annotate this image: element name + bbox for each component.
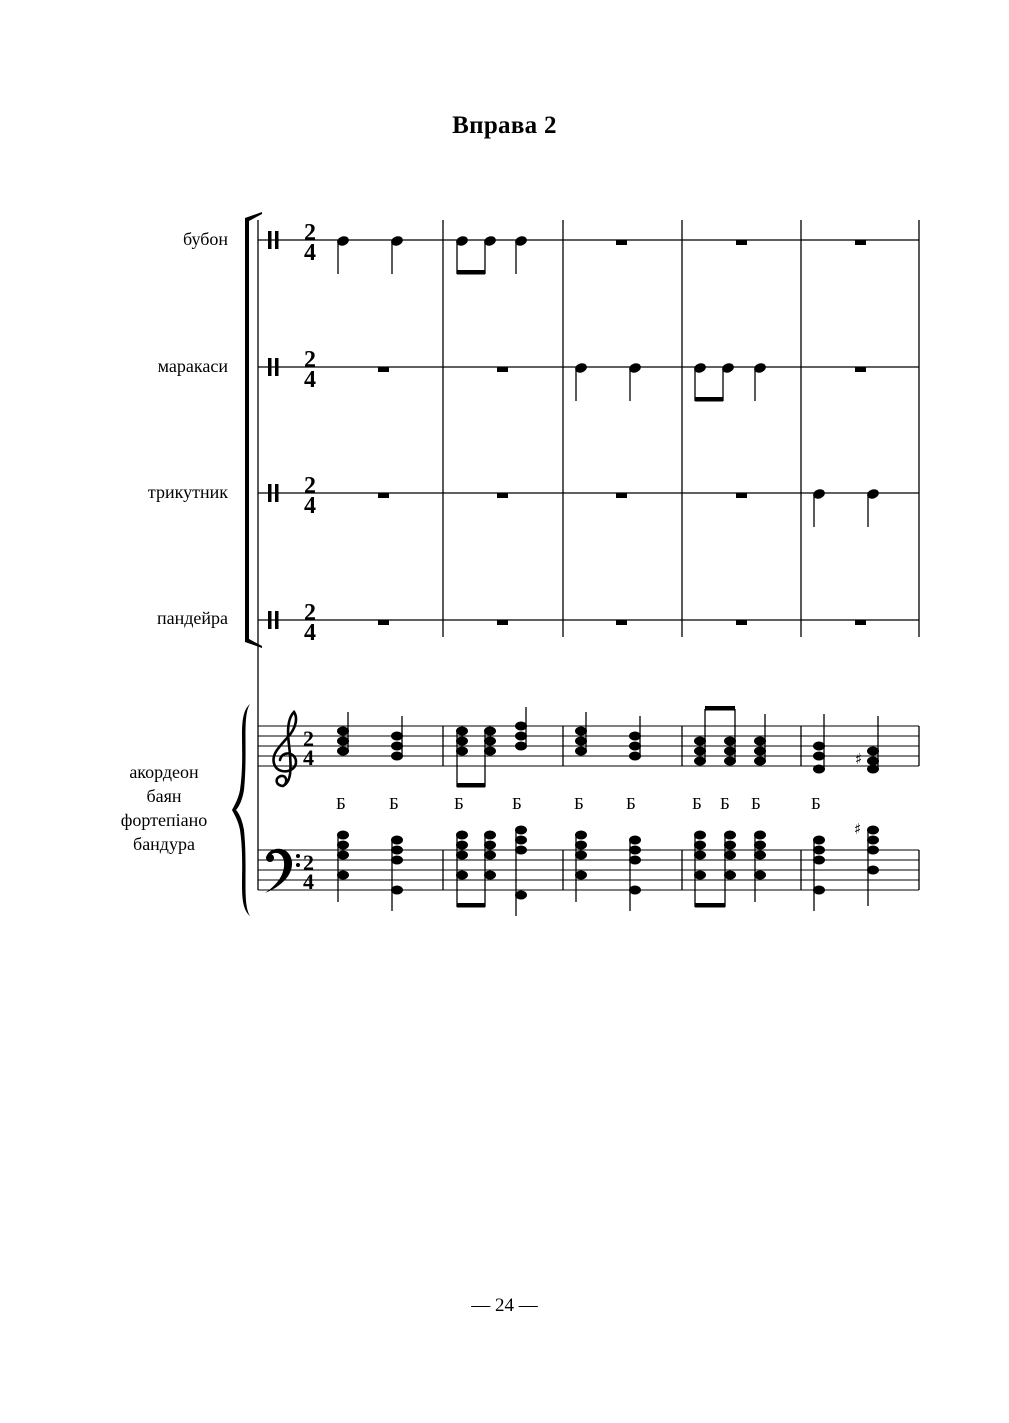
bass-marker: Б	[720, 794, 730, 813]
percussion-notes	[336, 235, 879, 527]
measure-rests	[378, 240, 866, 625]
treble-clef-icon	[273, 712, 296, 786]
time-sig-bottom: 4	[304, 240, 316, 266]
instrument-label-tambourine: бубон	[182, 229, 228, 249]
piano-time-signatures	[303, 726, 314, 894]
bass-chords	[338, 820, 879, 916]
piano-brace	[232, 704, 250, 916]
bass-marker: Б	[751, 794, 761, 813]
sharp-icon: ♯	[854, 820, 862, 838]
time-sig-top: 2	[304, 600, 316, 626]
time-sig-top: 2	[304, 473, 316, 499]
bass-marker: Б	[389, 794, 399, 813]
bass-marker: Б	[512, 794, 522, 813]
page-title: Вправа 2	[452, 112, 557, 139]
time-sig-top: 2	[303, 726, 314, 751]
time-sig-top: 2	[304, 220, 316, 246]
sharp-icon: ♯	[855, 750, 863, 768]
time-sig-bottom: 4	[303, 869, 314, 894]
bass-marker: Б	[574, 794, 584, 813]
instrument-label-bayan: баян	[146, 786, 182, 806]
bass-marker: Б	[336, 794, 346, 813]
bass-marker: Б	[626, 794, 636, 813]
instrument-label-piano: фортепіано	[120, 810, 208, 830]
treble-chords	[338, 706, 879, 788]
percussion-bracket	[245, 212, 262, 648]
time-sig-top: 2	[304, 347, 316, 373]
bass-markers	[336, 794, 821, 813]
time-sig-bottom: 4	[304, 620, 316, 646]
bass-marker: Б	[811, 794, 821, 813]
percussion-staves	[258, 240, 919, 620]
percussion-barlines	[443, 220, 919, 637]
instrument-label-maracas: маракаси	[157, 356, 228, 376]
instrument-label-accordion: акордеон	[129, 762, 199, 782]
bass-marker: Б	[454, 794, 464, 813]
time-sig-bottom: 4	[304, 367, 316, 393]
instrument-label-bandura: бандура	[133, 834, 195, 854]
bass-clef-icon	[265, 849, 300, 893]
percussion-clef-icons	[268, 231, 279, 629]
time-sig-top: 2	[303, 850, 314, 875]
instrument-label-pandeiro: пандейра	[156, 608, 228, 628]
instrument-label-triangle: трикутник	[147, 482, 228, 502]
bass-marker: Б	[692, 794, 702, 813]
time-sig-bottom: 4	[303, 745, 314, 770]
percussion-time-signatures	[304, 220, 316, 646]
page-number: — 24 —	[471, 1295, 538, 1316]
time-sig-bottom: 4	[304, 493, 316, 519]
